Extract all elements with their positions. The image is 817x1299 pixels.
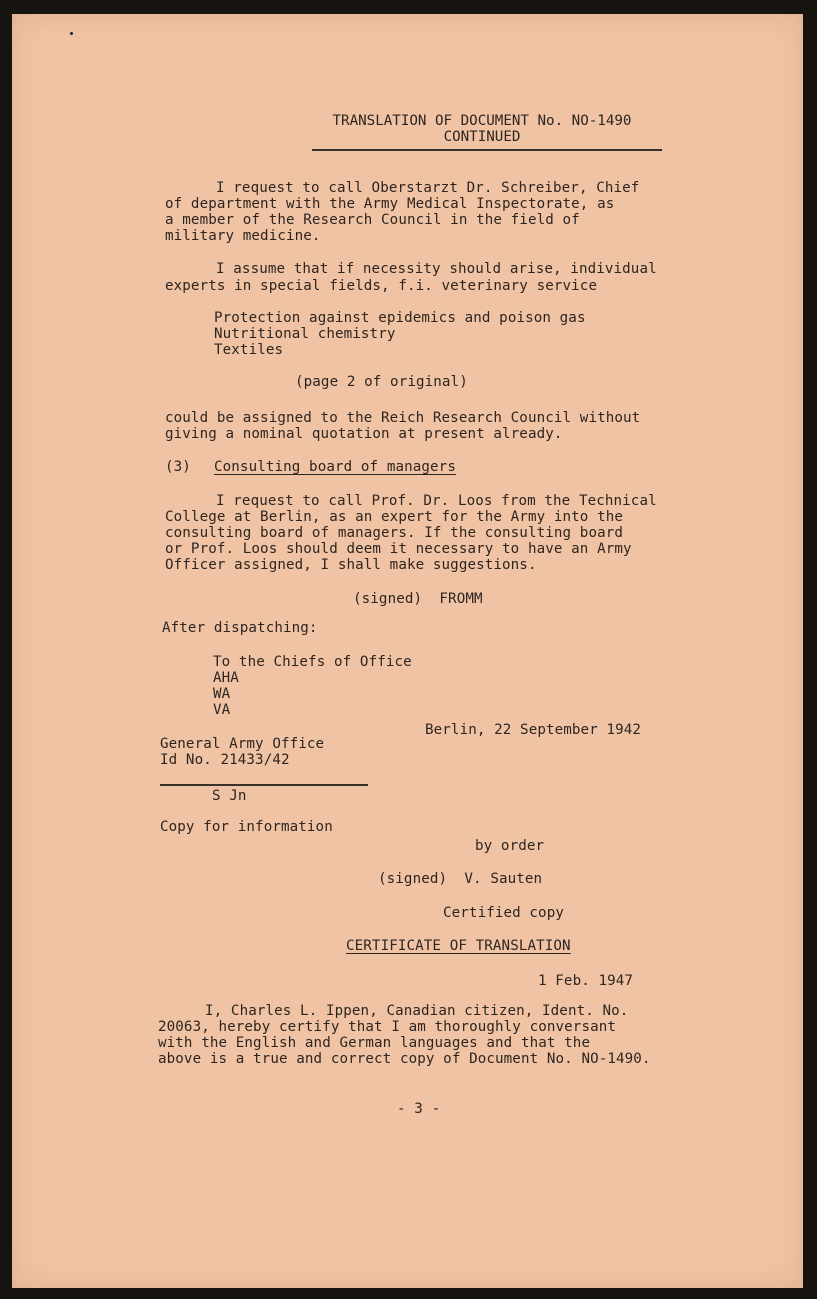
para4-line2: College at Berlin, as an expert for the Army into the xyxy=(165,509,624,525)
after-dispatching: After dispatching: xyxy=(162,620,318,636)
by-order: by order xyxy=(475,838,545,854)
certificate-date: 1 Feb. 1947 xyxy=(538,973,634,989)
office-name: General Army Office xyxy=(160,736,325,752)
initials: S Jn xyxy=(212,788,247,804)
ink-speck xyxy=(70,32,73,35)
page-note: (page 2 of original) xyxy=(295,374,468,390)
para3-line2: giving a nominal quotation at present already. xyxy=(165,426,563,442)
section3-number: (3) xyxy=(165,459,191,475)
document-page xyxy=(12,14,803,1288)
dispatch-code-aha: AHA xyxy=(213,670,239,686)
document-title: TRANSLATION OF DOCUMENT No. NO-1490 xyxy=(332,113,632,129)
page-number: - 3 - xyxy=(397,1101,441,1117)
cert-line1: I, Charles L. Ippen, Canadian citizen, Ident. No. xyxy=(205,1003,629,1019)
copy-for-information: Copy for information xyxy=(160,819,333,835)
para1-line2: of department with the Army Medical Inspectorate, as xyxy=(165,196,615,212)
list-item-2: Nutritional chemistry xyxy=(214,326,396,342)
signature-sauten: (signed) V. Sauten xyxy=(378,871,543,887)
certified-copy: Certified copy xyxy=(443,905,564,921)
para1-line1: I request to call Oberstarzt Dr. Schreiber, Chief xyxy=(216,180,640,196)
cert-line2: 20063, hereby certify that I am thoroughly conversant xyxy=(158,1019,617,1035)
para3-line1: could be assigned to the Reich Research Council without xyxy=(165,410,641,426)
document-subtitle: CONTINUED xyxy=(443,129,521,145)
para4-line1: I request to call Prof. Dr. Loos from the Technical xyxy=(216,493,657,509)
para2-line2: experts in special fields, f.i. veterinary service xyxy=(165,278,598,294)
list-item-3: Textiles xyxy=(214,342,284,358)
para1-line3: a member of the Research Council in the field of xyxy=(165,212,580,228)
para4-line3: consulting board of managers. If the consulting board xyxy=(165,525,624,541)
para4-line5: Officer assigned, I shall make suggestions. xyxy=(165,557,537,573)
title-rule xyxy=(312,149,662,151)
office-id: Id No. 21433/42 xyxy=(160,752,290,768)
dispatch-code-va: VA xyxy=(213,702,231,718)
signature-fromm: (signed) FROMM xyxy=(353,591,483,607)
para1-line4: military medicine. xyxy=(165,228,321,244)
dispatch-line: To the Chiefs of Office xyxy=(213,654,412,670)
date-place: Berlin, 22 September 1942 xyxy=(425,722,642,738)
section3-heading: Consulting board of managers xyxy=(214,459,456,475)
dispatch-code-wa: WA xyxy=(213,686,231,702)
para4-line4: or Prof. Loos should deem it necessary to have an Army xyxy=(165,541,632,557)
para2-line1: I assume that if necessity should arise, individual xyxy=(216,261,657,277)
office-rule xyxy=(160,784,368,786)
certificate-title: CERTIFICATE OF TRANSLATION xyxy=(346,938,571,954)
cert-line4: above is a true and correct copy of Document No. NO-1490. xyxy=(158,1051,651,1067)
cert-line3: with the English and German languages and that the xyxy=(158,1035,591,1051)
list-item-1: Protection against epidemics and poison gas xyxy=(214,310,586,326)
